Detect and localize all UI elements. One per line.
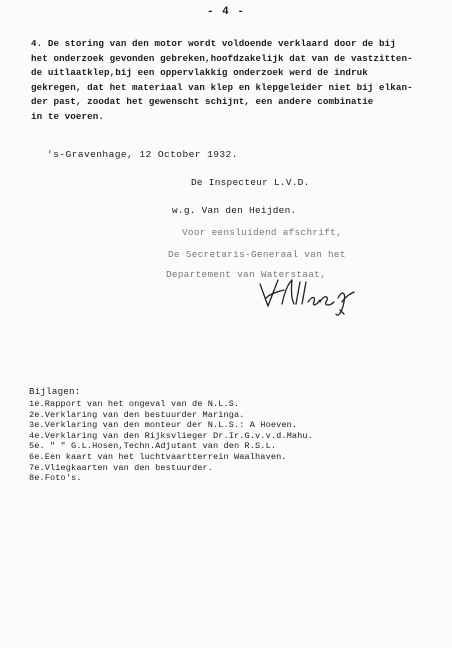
inspector-title: De Inspecteur L.V.D. — [191, 177, 310, 188]
signed-name: w.g. Van den Heijden. — [172, 205, 297, 216]
attachment-item: 2e.Verklaring van den bestuurder Maringa. — [29, 409, 245, 420]
paragraph-line: der past, zoodat het gewenscht schijnt, een andere combinatie — [31, 96, 374, 108]
attachment-item: 4e.Verklaring van den Rijksvlieger Dr.Ir.G.v.v.d.Mahu. — [29, 430, 313, 441]
attachment-item: 5e. " " G.L.Hosen,Techn.Adjutant van den R.S.L. — [29, 441, 277, 452]
handwritten-signature — [256, 276, 356, 320]
office-line: De Secretaris-Generaal van het — [168, 249, 346, 260]
attachment-item: 6e.Een kaart van het luchtvaartterrein Waalhaven. — [29, 451, 287, 462]
office-line: Departement van Waterstaat, — [166, 269, 326, 280]
paragraph-line: het onderzoek gevonden gebreken,hoofdzakelijk dat van de vastzitten- — [31, 52, 413, 64]
attachment-item: 7e.Vliegkaarten van den bestuurder. — [29, 462, 213, 473]
attachment-item: 1e.Rapport van het ongeval van de N.L.S. — [29, 399, 240, 409]
copy-attestation: Voor eensluidend afschrift, — [182, 227, 342, 238]
attachment-item: 8e.Foto's. — [29, 473, 82, 484]
place-date: 's-Gravenhage, 12 October 1932. — [47, 149, 238, 160]
paragraph-line: in te voeren. — [31, 110, 104, 122]
paragraph-line: de uitlaatklep,bij een oppervlakkig onderzoek werd de indruk — [31, 67, 368, 79]
paragraph-line: 4. De storing van den motor wordt voldoende verklaard door de bij — [31, 38, 396, 49]
attachment-item: 3e.Verklaring van den monteur der N.L.S.: A Hoeven. — [29, 420, 298, 431]
attachments-heading: Bijlagen: — [29, 386, 81, 397]
page-number: - 4 - — [206, 6, 245, 18]
attachments-list — [29, 399, 313, 484]
conclusion-paragraph — [31, 37, 426, 125]
paragraph-line: gekregen, dat het materiaal van klep en klepgeleider niet bij elkan- — [31, 81, 413, 93]
